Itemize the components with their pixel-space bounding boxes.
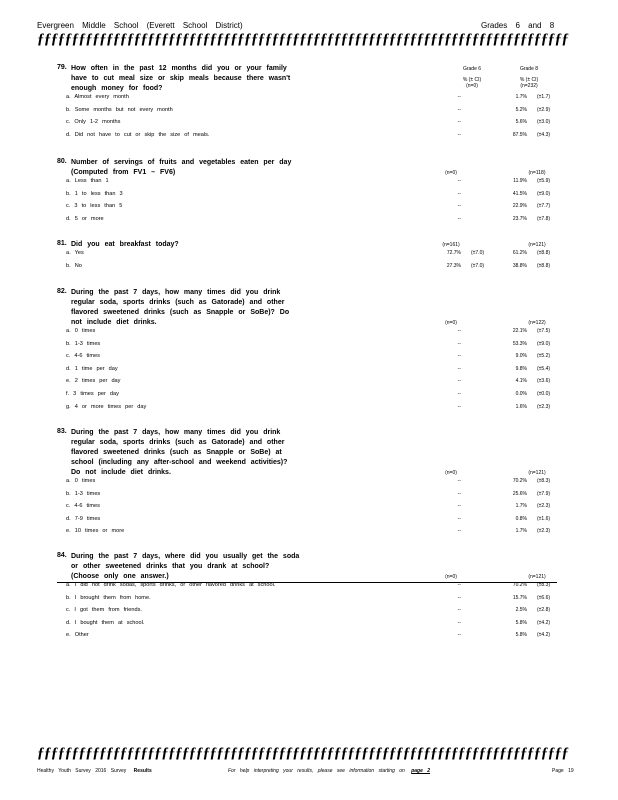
grade6-percent: -- [457, 190, 461, 197]
answer-label: a. 0 times [66, 328, 96, 334]
question-number: 79. [57, 64, 67, 71]
grade8-confidence-interval: (±4.3) [537, 131, 551, 138]
answer-label: c. 4-6 times [66, 353, 100, 360]
grade6-percent: -- [457, 594, 461, 601]
grade8-confidence-interval: (±5.4) [537, 365, 551, 372]
grade8-confidence-interval: (±8.3) [537, 478, 551, 484]
question-number: 84. [57, 552, 67, 559]
grade8-confidence-interval: (±2.9) [537, 106, 551, 113]
question-text-line: flavored sweetened drinks (such as Snapple or SoBe) at [71, 449, 282, 456]
grade6-percent: -- [457, 106, 461, 113]
grade8-confidence-interval: (±8.8) [537, 262, 551, 269]
grade6-percent: 27.3% [446, 262, 461, 269]
grade8-n-count: (n=122) [528, 320, 546, 326]
answer-label: d. I bought them at school. [66, 619, 145, 626]
grade8-percent: 87.5% [512, 131, 527, 138]
answer-label: b. 1-3 times [66, 340, 101, 347]
grade6-percent: -- [457, 378, 461, 385]
question-text-line: Number of servings of fruits and vegetables eaten per day [71, 159, 292, 166]
grade8-percent: 23.7% [512, 215, 527, 222]
grade8-percent: 9.0% [515, 353, 527, 360]
grade8-percent: 4.1% [515, 378, 527, 385]
answer-label: a. Less than 1 [66, 178, 109, 184]
footer-help-text [228, 768, 430, 774]
question-number: 83. [57, 428, 67, 435]
grade8-percent: 22.9% [512, 203, 527, 210]
grade8-confidence-interval: (±2.3) [537, 503, 551, 510]
grade8-confidence-interval: (±5.2) [537, 353, 551, 360]
grade6-percent: -- [457, 365, 461, 372]
report-school-title: Evergreen Middle School (Everett School District) [37, 21, 243, 30]
grade6-percent: -- [457, 503, 461, 510]
grade8-percent: 1.7% [515, 528, 527, 535]
grade8-confidence-interval: (±4.2) [537, 619, 551, 626]
answer-label: b. 1-3 times [66, 490, 101, 497]
answer-label: a. Yes [66, 250, 84, 256]
grade8-confidence-interval: (±3.6) [537, 378, 551, 385]
grade8-confidence-interval: (±8.3) [537, 582, 551, 588]
question-text-line: enough money for food? [71, 85, 163, 92]
question-text-line: Did you eat breakfast today? [71, 241, 179, 248]
grade6-percent: 72.7% [446, 250, 461, 256]
question-text-line: regular soda, sports drinks (such as Gatorade) and other [71, 439, 285, 446]
grade8-confidence-interval: (±1.6) [537, 515, 551, 522]
question-number: 81. [57, 240, 67, 247]
grade6-percent: -- [457, 328, 461, 334]
grade6-percent: -- [457, 582, 461, 588]
question-text-line: regular soda, sports drinks (such as Gatorade) and other [71, 299, 285, 306]
question-number: 82. [57, 288, 67, 295]
answer-label: a. I did not drink sodas, sports drinks, or other flavored drinks at school. [66, 582, 276, 588]
grade6-percent: -- [457, 178, 461, 184]
question-text-line: or other sweetened drinks that you drank at school? [71, 563, 270, 570]
question-text-line: During the past 7 days, where did you usually get the soda [71, 553, 300, 560]
grade6-n-count: (n=0) [445, 320, 457, 326]
grade6-percent: -- [457, 478, 461, 484]
grade8-n-label: (n=232) [520, 83, 538, 89]
grade8-n-count: (n=118) [528, 170, 546, 176]
grade8-percent: 5.6% [515, 119, 527, 126]
answer-label: f. 3 times per day [66, 391, 119, 397]
report-grades-label: Grades 6 and 8 [481, 21, 555, 30]
grade8-percent: 41.5% [512, 190, 527, 197]
grade6-title: Grade 6 [462, 66, 482, 72]
grade8-percent: 61.2% [512, 250, 527, 256]
grade8-confidence-interval: (±7.7) [537, 203, 551, 210]
grade6-ci-label: % (± CI) [462, 77, 482, 83]
answer-label: c. Only 1-2 months [66, 119, 121, 126]
grade8-percent: 1.7% [515, 503, 527, 510]
grade6-percent: -- [457, 391, 461, 397]
grade6-percent: -- [457, 490, 461, 497]
grade8-confidence-interval: (±9.0) [537, 340, 551, 347]
grade6-percent: -- [457, 515, 461, 522]
grade8-percent: 1.6% [515, 403, 527, 410]
grade6-column-header [452, 66, 492, 89]
grade8-confidence-interval: (±5.9) [537, 178, 551, 184]
grade6-percent: -- [457, 353, 461, 360]
grade8-confidence-interval: (±7.5) [537, 328, 551, 334]
grade6-n-count: (n=0) [445, 574, 457, 580]
question-text-line: (Choose only one answer.) [71, 573, 169, 580]
grade8-percent: 5.2% [515, 106, 527, 113]
grade8-percent: 5.8% [515, 619, 527, 626]
grade8-confidence-interval: (±1.7) [537, 94, 551, 100]
grade8-percent: 0.0% [515, 391, 527, 397]
question-text-line: During the past 7 days, how many times did you drink [71, 289, 281, 296]
grade8-percent: 25.6% [512, 490, 527, 497]
footer-survey-label: Healthy Youth Survey 2016 Survey [37, 768, 127, 774]
grade8-n-count: (n=121) [528, 574, 546, 580]
grade8-confidence-interval: (±8.8) [537, 250, 551, 256]
answer-label: d. 7-9 times [66, 515, 101, 522]
grade6-percent: -- [457, 203, 461, 210]
grade6-percent: -- [457, 528, 461, 535]
grade8-percent: 53.3% [512, 340, 527, 347]
footer-divider-rule: ƒƒƒƒƒƒƒƒƒƒƒƒƒƒƒƒƒƒƒƒƒƒƒƒƒƒƒƒƒƒƒƒƒƒƒƒƒƒƒƒƒƒƒƒƒƒƒƒƒƒƒƒƒƒƒƒƒƒƒƒƒƒƒƒƒƒƒƒƒƒƒƒƒƒƒƒƒ [37, 745, 569, 761]
footer-page-number: Page 19 [552, 768, 574, 774]
grade8-confidence-interval: (±9.0) [537, 190, 551, 197]
grade6-n-count: (n=0) [445, 470, 457, 476]
grade8-confidence-interval: (±0.0) [537, 391, 551, 397]
grade8-confidence-interval: (±2.3) [537, 528, 551, 535]
question-text-line: school (including any after-school and weekend activities)? [71, 459, 288, 466]
answer-label: c. 3 to less than 5 [66, 203, 123, 210]
footer-section-label: Results [133, 768, 152, 774]
question-text-line: (Computed from FV1 – FV6) [71, 169, 176, 176]
answer-label: b. I brought them from home. [66, 594, 151, 601]
grade8-confidence-interval: (±6.6) [537, 594, 551, 601]
grade8-percent: 2.5% [515, 607, 527, 614]
grade8-percent: 5.8% [515, 632, 527, 639]
question-number: 80. [57, 158, 67, 165]
grade6-percent: -- [457, 215, 461, 222]
question-text-line: not include diet drinks. [71, 319, 157, 326]
grade6-percent: -- [457, 340, 461, 347]
answer-label: d. 5 or more [66, 215, 104, 222]
answer-label: a. 0 times [66, 478, 96, 484]
question-text-line: have to cut meal size or skip meals because there wasn't [71, 75, 291, 82]
grade6-confidence-interval: (±7.0) [471, 250, 485, 256]
grade6-percent: -- [457, 131, 461, 138]
question-text-line: How often in the past 12 months did you or your family [71, 65, 287, 72]
grade8-n-count: (n=121) [528, 470, 546, 476]
grade6-percent: -- [457, 94, 461, 100]
grade8-confidence-interval: (±7.8) [537, 215, 551, 222]
grade6-n-label: (n=0) [466, 83, 478, 89]
grade6-n-count: (n=161) [442, 242, 460, 248]
grade8-percent: 22.1% [512, 328, 527, 334]
grade8-percent: 38.8% [512, 262, 527, 269]
grade6-percent: -- [457, 403, 461, 410]
grade8-percent: 0.8% [515, 515, 527, 522]
answer-label: c. 4-6 times [66, 503, 100, 510]
answer-label: d. Did not have to cut or skip the size of meals. [66, 131, 210, 138]
footer-page-link[interactable]: page 2 [411, 768, 431, 774]
question-text-line: Do not include diet drinks. [71, 469, 171, 476]
answer-label: c. I got them from friends. [66, 607, 142, 614]
footer-help-label: For help interpreting your results, please see information starting on [228, 768, 405, 774]
grade8-confidence-interval: (±2.3) [537, 403, 551, 410]
header-divider-rule: ƒƒƒƒƒƒƒƒƒƒƒƒƒƒƒƒƒƒƒƒƒƒƒƒƒƒƒƒƒƒƒƒƒƒƒƒƒƒƒƒƒƒƒƒƒƒƒƒƒƒƒƒƒƒƒƒƒƒƒƒƒƒƒƒƒƒƒƒƒƒƒƒƒƒƒƒƒ [37, 31, 569, 47]
grade8-n-count: (n=121) [528, 242, 546, 248]
answer-label: b. Some months but not every month [66, 106, 173, 113]
grade8-column-header [509, 66, 549, 89]
grade6-confidence-interval: (±7.0) [471, 262, 485, 269]
grade6-percent: -- [457, 632, 461, 639]
grade8-percent: 11.9% [513, 178, 527, 184]
grade6-n-count: (n=0) [445, 170, 457, 176]
grade8-percent: 70.2% [512, 478, 527, 484]
grade8-confidence-interval: (±4.2) [537, 632, 551, 639]
answer-label: g. 4 or more times per day [66, 403, 147, 410]
grade8-ci-label: % (± CI) [519, 77, 539, 83]
grade6-percent: -- [457, 607, 461, 614]
answer-label: a. Almost every month [66, 94, 129, 100]
grade8-confidence-interval: (±2.8) [537, 607, 551, 614]
footer-survey-name [37, 768, 152, 774]
grade8-percent: 9.8% [515, 365, 527, 372]
grade8-confidence-interval: (±3.0) [537, 119, 551, 126]
grade6-percent: -- [457, 619, 461, 626]
answer-label: b. 1 to less than 3 [66, 190, 123, 197]
question-text-line: During the past 7 days, how many times did you drink [71, 429, 281, 436]
grade8-percent: 1.7% [515, 94, 527, 100]
answer-label: b. No [66, 262, 82, 269]
grade8-title: Grade 8 [519, 66, 539, 72]
grade8-percent: 70.2% [512, 582, 527, 588]
grade6-percent: -- [457, 119, 461, 126]
grade8-percent: 15.7% [512, 594, 527, 601]
question-text-line: flavored sweetened drinks (such as Snapple or SoBe)? Do [71, 309, 290, 316]
answer-label: d. 1 time per day [66, 365, 118, 372]
answer-label: e. Other [66, 632, 89, 639]
grade8-confidence-interval: (±7.9) [537, 490, 551, 497]
answer-label: e. 10 times or more [66, 528, 125, 535]
answer-label: e. 2 times per day [66, 378, 121, 385]
